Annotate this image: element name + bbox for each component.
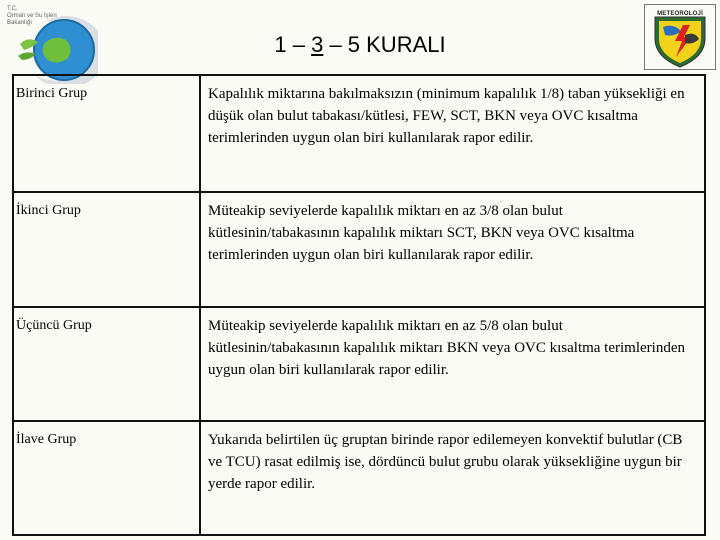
group-description-cell: Yukarıda belirtilen üç gruptan birinde rapor edilemeyen konvektif bulutlar (CB ve TCU) rasat edilmiş ise, dördüncü bulut grubu olarak yüksekliğine uygun bir yerde rapor edilir.	[200, 421, 705, 535]
brand-text: METEOROLOJİ	[657, 11, 703, 17]
table-row	[13, 421, 705, 535]
ministry-name	[7, 6, 67, 27]
table-row	[13, 75, 705, 192]
org-line-1: T.C.	[7, 6, 18, 12]
org-line-2: Orman ve Su İşleri	[7, 13, 57, 19]
group-description-cell: Kapalılık miktarına bakılmaksızın (minimum kapalılık 1/8) taban yüksekliği en düşük olan bulut tabakası/kütlesi, FEW, SCT, BKN veya OVC kısaltma terimlerinden uygun olan biri kullanılarak rapor edilir.	[200, 75, 705, 192]
rules-table	[12, 74, 706, 536]
group-name-cell: İlave Grup	[13, 421, 200, 535]
title-underlined-digit: 3	[311, 32, 324, 57]
meteorology-logo	[644, 4, 716, 70]
ministry-logo	[4, 4, 104, 84]
group-name-cell: Üçüncü Grup	[13, 307, 200, 421]
org-line-3: Bakanlığı	[7, 20, 33, 26]
group-name-cell: Birinci Grup	[13, 75, 200, 192]
group-description-cell: Müteakip seviyelerde kapalılık miktarı en az 3/8 olan bulut kütlesinin/tabakasının kapalılık miktarı SCT, BKN veya OVC kısaltma terimlerinden uygun olan biri kullanılarak rapor edilir.	[200, 192, 705, 306]
group-name-cell: İkinci Grup	[13, 192, 200, 306]
group-description-cell: Müteakip seviyelerde kapalılık miktarı en az 5/8 olan bulut kütlesinin/tabakasının kapalılık miktarı BKN veya OVC kısaltma terimlerinden uygun olan biri kullanılarak rapor edilir.	[200, 307, 705, 421]
table-row	[13, 192, 705, 306]
page-title	[200, 28, 520, 62]
title-prefix: 1 –	[274, 32, 312, 57]
title-suffix: – 5 KURALI	[323, 32, 446, 57]
table-row	[13, 307, 705, 421]
